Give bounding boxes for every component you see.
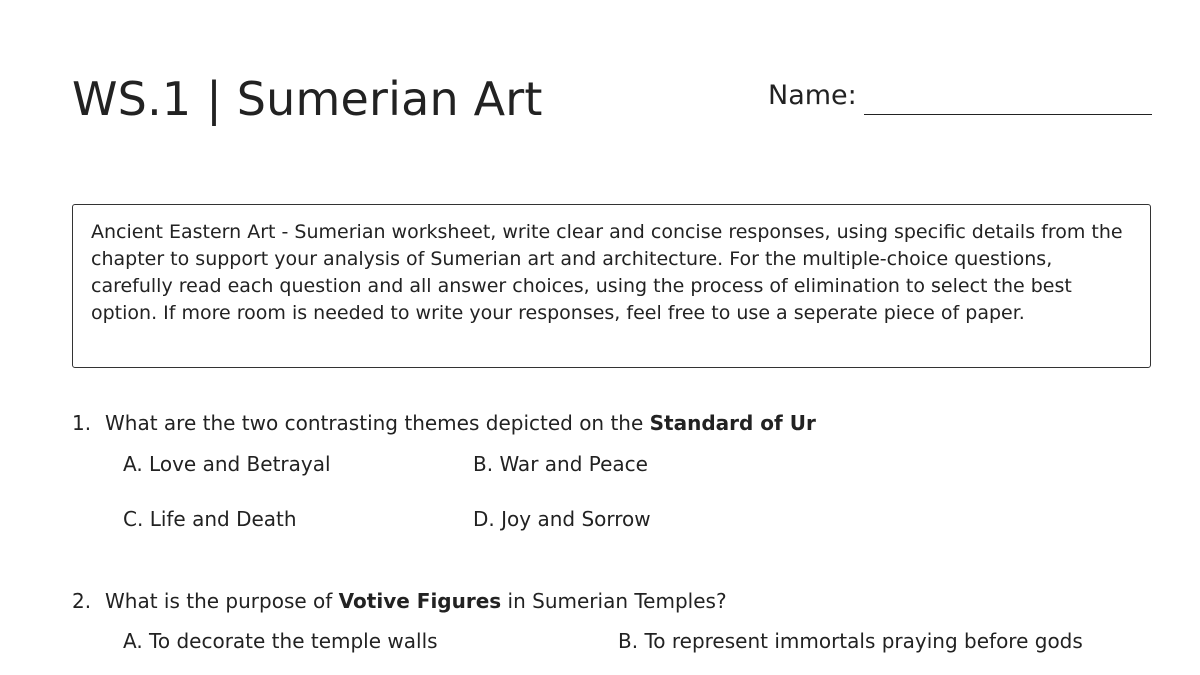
option-1b[interactable] [473,452,648,476]
instructions-box: Ancient Eastern Art - Sumerian worksheet, write clear and concise responses, using specific details from the chapter to support your analysis of Sumerian art and architecture. For the multiple-choice questions, carefully read each question and all answer choices, using the process of elimination to select the best option. If more room is needed to write your responses, feel free to use a seperate piece of paper. [72,204,1151,368]
option-letter: A. [123,452,143,476]
option-text: To decorate the temple walls [149,629,438,653]
option-text: To represent immortals praying before gods [644,629,1083,653]
name-field [768,80,1152,120]
option-1c[interactable] [123,507,297,531]
option-text: Joy and Sorrow [501,507,651,531]
option-2b[interactable] [618,629,1083,653]
option-letter: D. [473,507,495,531]
question-2 [72,589,1172,613]
option-1a[interactable] [123,452,331,476]
name-label: Name: [768,80,857,111]
question-term: Votive Figures [338,589,502,613]
name-blank-line[interactable] [864,114,1152,115]
question-number: 1. [72,411,92,435]
option-1d[interactable] [473,507,651,531]
option-text: Love and Betrayal [149,452,331,476]
option-letter: B. [618,629,639,653]
question-number: 2. [72,589,92,613]
option-2a[interactable] [123,629,438,653]
page-title: WS.1 | Sumerian Art [72,72,543,126]
option-letter: B. [473,452,494,476]
question-term: Standard of Ur [649,411,816,435]
question-text: What are the two contrasting themes depicted on the [105,411,650,435]
question-1 [72,411,1172,435]
option-text: War and Peace [499,452,648,476]
question-text-end: in Sumerian Temples? [501,589,727,613]
option-letter: A. [123,629,143,653]
option-letter: C. [123,507,144,531]
question-text: What is the purpose of [105,589,339,613]
option-text: Life and Death [149,507,297,531]
